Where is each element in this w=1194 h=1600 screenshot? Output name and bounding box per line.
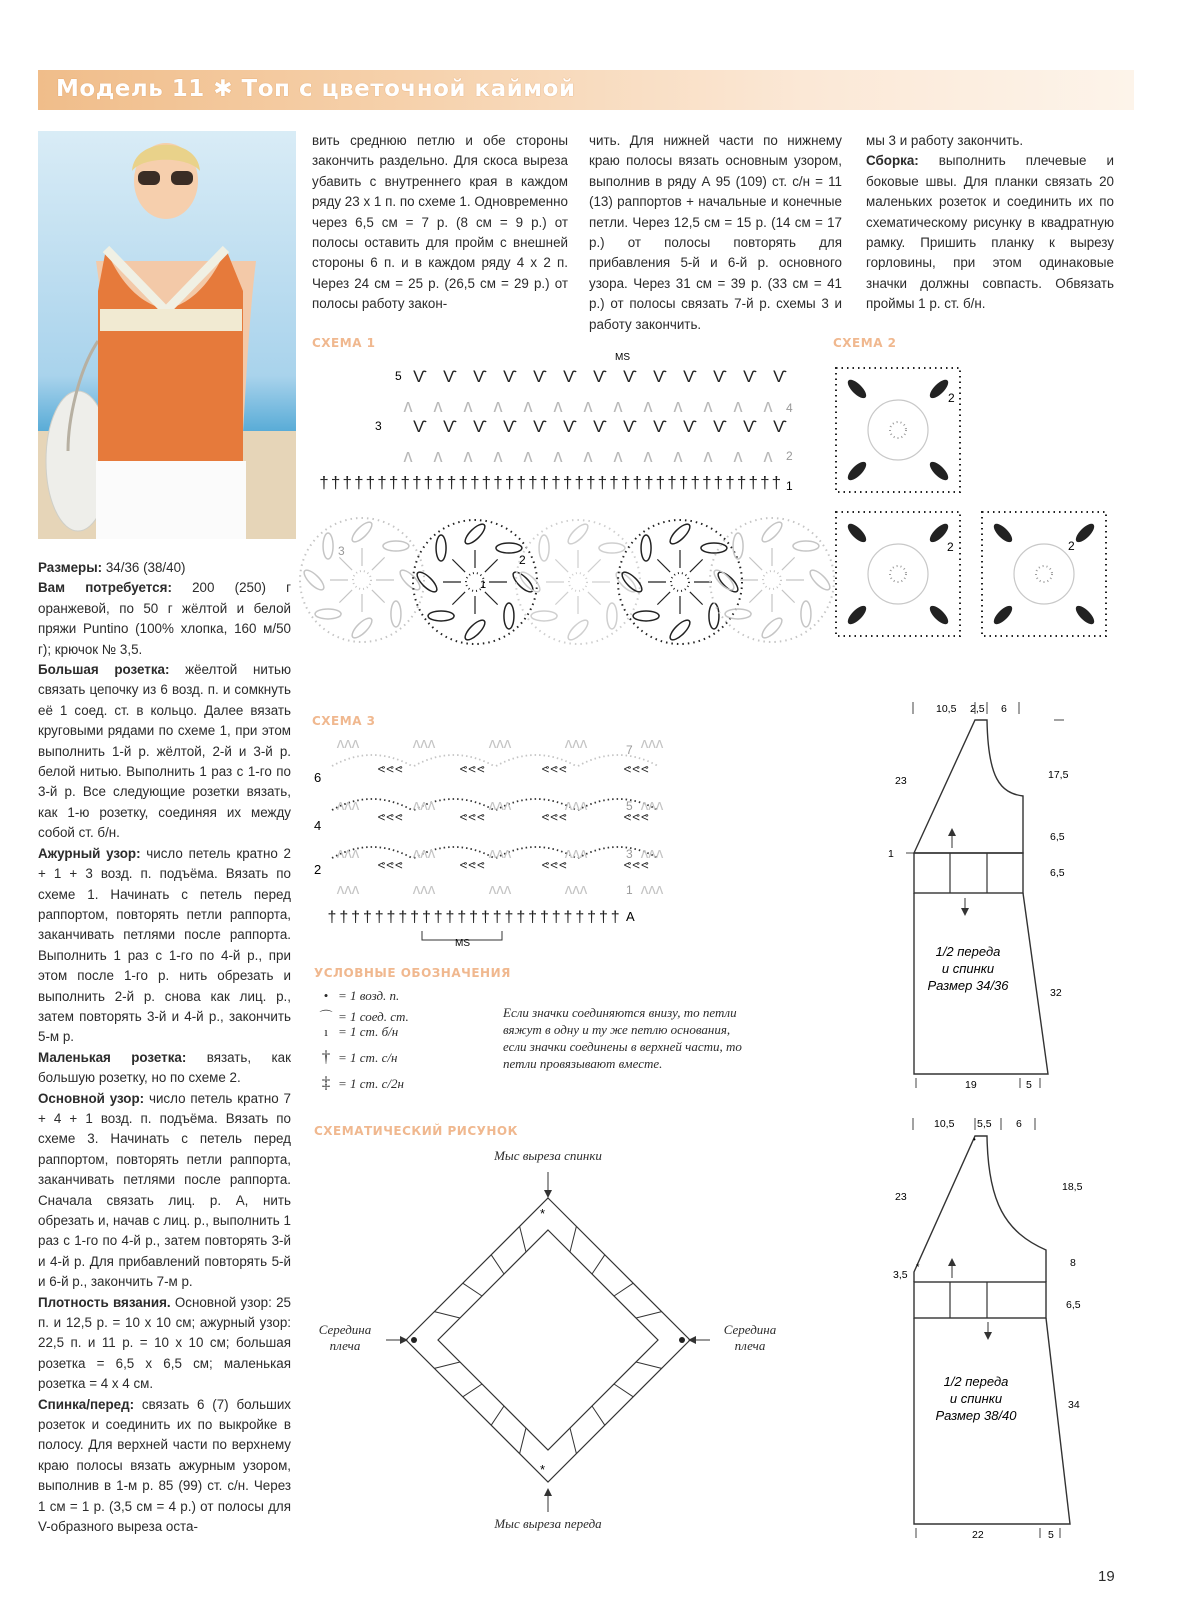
- schema3-row-1: 1: [626, 883, 633, 897]
- schema2-title: СХЕМА 2: [833, 336, 897, 350]
- svg-text:ʌ: ʌ: [493, 446, 503, 466]
- svg-text:Ѵ: Ѵ: [563, 417, 577, 436]
- title-bar: [38, 70, 1134, 110]
- svg-text:ʌ: ʌ: [583, 446, 593, 466]
- svg-text:ᕝᕝᕝ: ᕝᕝᕝ: [541, 859, 567, 878]
- paragraph-main-pattern: Основной узор: число петель кратно 7 + 4 + 1 возд. п. подъёма. Вязать по схеме 3. Начинать с петель перед раппортом, повторять петли раппорта, заканчивать петлями после раппорта. Сначала связать лиц. р. А, нить обрезать и, начав с лиц. р., выполнить 1 раз с 1-го по 4-й р., затем повторять 3-й и 4-й р. Для прибавлений повторять 5-й и 6-й р., закончить 7-м р.: [38, 1090, 291, 1290]
- text-column-4: [866, 131, 1114, 315]
- svg-text:†: †: [339, 909, 349, 926]
- svg-text:ʌʌʌ: ʌʌʌ: [488, 735, 512, 752]
- svg-text:ʌ: ʌ: [583, 396, 593, 416]
- paragraph-openwork-pattern: Ажурный узор: число петель кратно 2 + 1 + 3 возд. п. подъёма. Вязать по схеме 1. Начинать с петель перед раппортом, повторять петли раппорта, заканчивать петлями после раппорта. Выполнить 1 раз с 1-го по 4-й р., при этом после 1-го р. нить обрезать и выполнить 2-й р. снова как лиц. р., затем повторять 3-й и 4-й р., закончить 5-м р.: [38, 845, 291, 1045]
- svg-text:ʌʌʌ: ʌʌʌ: [412, 797, 436, 814]
- svg-text:ʌ: ʌ: [523, 446, 533, 466]
- svg-text:Ѵ: Ѵ: [743, 367, 757, 386]
- svg-text:ʌ: ʌ: [493, 396, 503, 416]
- schema1-ms-label: MS: [615, 352, 630, 363]
- svg-text:†: †: [457, 909, 467, 926]
- svg-text:Ѵ: Ѵ: [503, 417, 517, 436]
- svg-text:ʌ: ʌ: [403, 446, 413, 466]
- svg-text:†: †: [504, 473, 515, 492]
- svg-text:ᕝᕝᕝ: ᕝᕝᕝ: [623, 763, 649, 782]
- svg-text:†: †: [516, 909, 526, 926]
- svg-text:†: †: [609, 473, 619, 492]
- svg-text:†: †: [446, 473, 457, 492]
- p1-dim-top-1: 10,5: [936, 703, 957, 715]
- pattern-piece-38-40: [880, 1112, 1083, 1552]
- svg-text:†: †: [586, 473, 596, 492]
- svg-text:Ѵ: Ѵ: [593, 367, 607, 386]
- schema3-diagram: [312, 734, 664, 954]
- schema1-row-4: 4: [786, 401, 793, 415]
- svg-text:†: †: [575, 909, 585, 926]
- svg-text:†: †: [319, 473, 329, 492]
- col2-paragraph: вить среднюю петлю и обе стороны закончить раздельно. Для скоса выреза убавить с внутреннего края в каждом ряду 23 х 1 п. по схеме 1. Одновременно через 6,5 см = 7 р. (8 см = 9 р.) от полосы оставить для пройм с внешней стороны 6 п. и в каждом ряду 4 х 2 п. Через 24 см = 25 р. (26,5 см = 29 р.) от полосы работу закон-: [312, 133, 568, 312]
- p2-dim-top-1: 10,5: [934, 1118, 955, 1130]
- schema3-row-3: 3: [626, 847, 633, 861]
- svg-text:ʌʌʌ: ʌʌʌ: [488, 797, 512, 814]
- schema1-row-5: 5: [395, 369, 402, 383]
- svg-text:*: *: [540, 1462, 546, 1477]
- svg-text:†: †: [516, 473, 526, 492]
- page-number: 19: [1098, 1568, 1115, 1585]
- schema3-row-a: A: [626, 909, 635, 924]
- svg-text:†: †: [433, 909, 443, 926]
- svg-text:ʌ: ʌ: [553, 396, 563, 416]
- schematic-bottom-label: Мыс выреза переда: [494, 1516, 602, 1531]
- schema3-ms-label: MS: [455, 938, 470, 949]
- svg-text:ʌ: ʌ: [463, 396, 473, 416]
- svg-text:†: †: [492, 909, 502, 926]
- svg-text:†: †: [760, 473, 770, 492]
- svg-text:ʌʌʌ: ʌʌʌ: [412, 845, 436, 862]
- p2-dim-left-1: 23: [895, 1191, 907, 1203]
- p2-dim-top-3: 6: [1016, 1118, 1022, 1130]
- svg-text:Ѵ: Ѵ: [623, 417, 637, 436]
- svg-text:ᕝᕝᕝ: ᕝᕝᕝ: [377, 763, 403, 782]
- schematic-right-label: Середина плеча: [723, 1322, 777, 1353]
- p2-dim-bottom-2: 5: [1048, 1529, 1054, 1541]
- svg-text:Ѵ: Ѵ: [413, 367, 427, 386]
- schema3-row-6: 6: [314, 770, 322, 785]
- svg-text:†: †: [504, 909, 514, 926]
- svg-text:†: †: [551, 909, 561, 926]
- schema1-row-2: 2: [786, 449, 793, 463]
- schema1-row-1: 1: [786, 479, 793, 493]
- svg-text:†: †: [598, 909, 608, 926]
- schematic-left-label: Середина плеча: [318, 1322, 372, 1353]
- schema2-mark-3: 2: [1068, 539, 1075, 553]
- p1-dim-top-3: 6: [1001, 703, 1007, 715]
- svg-text:ʌ: ʌ: [733, 446, 743, 466]
- p1-dim-left-1: 23: [895, 775, 907, 787]
- svg-text:†: †: [610, 909, 620, 926]
- svg-text:†: †: [351, 909, 361, 926]
- svg-text:†: †: [400, 473, 410, 492]
- p2-label-line3: Размер 38/40: [935, 1408, 1017, 1423]
- schema1-row-3: 3: [375, 419, 382, 433]
- svg-text:Ѵ: Ѵ: [473, 417, 487, 436]
- svg-text:†: †: [563, 909, 573, 926]
- svg-text:†: †: [551, 473, 561, 492]
- paragraph-large-rosette: Большая розетка: жёелтой нитью связать цепочку из 6 возд. п. и сомкнуть её 1 соед. ст. в кольцо. Далее вязать круговыми рядами по схеме 1, при этом выполнить 1-й р. жёлтой, 2-й и 3-й р. белой нитью. Выполнить 1 раз с 1-го по 3-й р. Все следующие розетки вязать, как 1-ю розетку, соединяя их между собой ст. б/н.: [38, 662, 291, 841]
- text-column-2: [312, 131, 568, 315]
- svg-text:†: †: [410, 909, 420, 926]
- p2-dim-left-2: 3,5: [893, 1269, 908, 1281]
- svg-text:ʌʌʌ: ʌʌʌ: [640, 797, 664, 814]
- svg-text:†: †: [632, 473, 642, 492]
- p2-label-line2: и спинки: [949, 1391, 1003, 1406]
- svg-text:†: †: [377, 473, 387, 492]
- schema3-title: СХЕМА 3: [312, 714, 376, 728]
- svg-text:ᕝᕝᕝ: ᕝᕝᕝ: [623, 811, 649, 830]
- p1-dim-bottom-2: 5: [1026, 1079, 1032, 1091]
- svg-text:†: †: [327, 909, 337, 926]
- svg-text:†: †: [748, 473, 758, 492]
- svg-text:†: †: [528, 473, 538, 492]
- svg-text:ʌ: ʌ: [553, 446, 563, 466]
- svg-text:Ѵ: Ѵ: [473, 367, 487, 386]
- svg-text:ʌʌʌ: ʌʌʌ: [412, 735, 436, 752]
- svg-text:†: †: [480, 909, 490, 926]
- svg-text:†: †: [458, 473, 468, 492]
- svg-text:ʌʌʌ: ʌʌʌ: [488, 881, 512, 898]
- legend-item-dc: † = 1 ст. с/н: [321, 1047, 398, 1066]
- svg-text:†: †: [620, 473, 631, 492]
- schema3-row-7: 7: [626, 743, 633, 757]
- svg-text:ʌʌʌ: ʌʌʌ: [564, 845, 588, 862]
- svg-text:Ѵ: Ѵ: [713, 367, 727, 386]
- svg-text:†: †: [354, 473, 364, 492]
- p2-dim-right-1: 18,5: [1062, 1181, 1083, 1193]
- svg-text:ʌʌʌ: ʌʌʌ: [564, 735, 588, 752]
- paragraph-sizes: Размеры: 34/36 (38/40): [38, 560, 186, 575]
- svg-text:ʌʌʌ: ʌʌʌ: [640, 845, 664, 862]
- svg-text:†: †: [374, 909, 384, 926]
- svg-text:ʌ: ʌ: [433, 396, 443, 416]
- svg-text:†: †: [597, 473, 608, 492]
- p1-dim-right-1: 17,5: [1048, 769, 1069, 781]
- svg-text:Ѵ: Ѵ: [533, 367, 547, 386]
- schema3-row-5: 5: [626, 799, 633, 813]
- svg-text:ʌ: ʌ: [673, 396, 683, 416]
- svg-text:ʌʌʌ: ʌʌʌ: [336, 735, 360, 752]
- svg-text:ʌ: ʌ: [433, 446, 443, 466]
- svg-text:*: *: [540, 1206, 546, 1221]
- schema1-diagram: [312, 350, 812, 670]
- schematic-square-frame: [380, 1160, 720, 1520]
- schematic-top-label: Мыс выреза спинки: [494, 1148, 602, 1163]
- svg-text:•: •: [973, 1135, 976, 1144]
- p2-label-line1: 1/2 переда: [943, 1374, 1009, 1389]
- svg-text:ʌʌʌ: ʌʌʌ: [488, 845, 512, 862]
- schema3-row-4: 4: [314, 818, 322, 833]
- schema2-diagram: [830, 356, 1120, 646]
- svg-text:Ѵ: Ѵ: [743, 417, 757, 436]
- p2-dim-right-2: 8: [1070, 1257, 1076, 1269]
- svg-text:†: †: [342, 473, 352, 492]
- svg-text:ᕝᕝᕝ: ᕝᕝᕝ: [377, 811, 403, 830]
- schematic-title: СХЕМАТИЧЕСКИЙ РИСУНОК: [314, 1124, 518, 1138]
- svg-text:ᕝᕝᕝ: ᕝᕝᕝ: [541, 811, 567, 830]
- p2-dim-right-4: 34: [1068, 1399, 1080, 1411]
- p2-dim-top-2: 5,5: [977, 1118, 992, 1130]
- left-text-column: [38, 558, 291, 1538]
- svg-text:†: †: [644, 473, 654, 492]
- legend-item-chain: • = 1 возд. п.: [323, 988, 400, 1003]
- p1-label-line1: 1/2 переда: [935, 944, 1001, 959]
- legend-note: Если значки соединяются внизу, то петли вяжут в одну и ту же петлю основания, если значки соединены в верхней части, то петли провязывают вместе.: [503, 1005, 742, 1071]
- svg-text:†: †: [435, 473, 445, 492]
- model-photo: [38, 131, 296, 539]
- svg-text:ᕝᕝᕝ: ᕝᕝᕝ: [459, 763, 485, 782]
- svg-text:ʌʌʌ: ʌʌʌ: [640, 881, 664, 898]
- svg-text:†: †: [528, 909, 538, 926]
- p1-dim-left-2: 1: [888, 848, 894, 860]
- svg-text:ʌ: ʌ: [613, 446, 623, 466]
- svg-text:ʌʌʌ: ʌʌʌ: [412, 881, 436, 898]
- svg-text:†: †: [445, 909, 455, 926]
- svg-text:ʌʌʌ: ʌʌʌ: [336, 881, 360, 898]
- svg-text:†: †: [562, 473, 573, 492]
- schema1-rosette-mark-center: 1: [480, 579, 487, 591]
- svg-text:ʌʌʌ: ʌʌʌ: [564, 881, 588, 898]
- p1-dim-right-4: 32: [1050, 987, 1062, 999]
- svg-text:†: †: [736, 473, 747, 492]
- svg-text:Ѵ: Ѵ: [683, 417, 697, 436]
- svg-text:ʌ: ʌ: [703, 446, 713, 466]
- svg-text:Ѵ: Ѵ: [443, 367, 457, 386]
- svg-text:ʌ: ʌ: [673, 446, 683, 466]
- svg-text:†: †: [771, 473, 782, 492]
- svg-text:Ѵ: Ѵ: [533, 417, 547, 436]
- legend-title: УСЛОВНЫЕ ОБОЗНАЧЕНИЯ: [314, 966, 511, 980]
- svg-text:†: †: [412, 473, 422, 492]
- svg-text:†: †: [725, 473, 735, 492]
- svg-text:ᕝᕝᕝ: ᕝᕝᕝ: [623, 859, 649, 878]
- svg-text:Ѵ: Ѵ: [773, 367, 787, 386]
- svg-text:ʌ: ʌ: [643, 446, 653, 466]
- pattern-piece-34-36: [880, 698, 1070, 1098]
- schema2-mark-2: 2: [947, 540, 954, 554]
- col4-paragraph: мы 3 и работу закончить. Сборка: выполнить плечевые и боковые швы. Для планки связать 20 маленьких розеток и соединить их по схематическому рисунку в квадратную рамку. Пришить планку к вырезу горловины, при этом одинаковые значки должны совпасть. Обвязать проймы 1 р. ст. б/н.: [866, 133, 1114, 312]
- svg-text:ʌ: ʌ: [703, 396, 713, 416]
- svg-text:Ѵ: Ѵ: [653, 367, 667, 386]
- svg-text:†: †: [386, 909, 396, 926]
- p1-dim-top-2: 2,5: [970, 703, 985, 715]
- svg-text:†: †: [702, 473, 712, 492]
- svg-text:Ѵ: Ѵ: [563, 367, 577, 386]
- p1-label-line3: Размер 34/36: [927, 978, 1009, 993]
- svg-text:†: †: [574, 473, 584, 492]
- svg-text:ᕝᕝᕝ: ᕝᕝᕝ: [459, 811, 485, 830]
- page-title: Модель 11 ✱ Топ с цветочной каймой: [56, 76, 576, 102]
- col3-paragraph: чить. Для нижней части по нижнему краю полосы вязать основным узором, выполнив в ряду А 95 (109) ст. с/н = 11 (13) раппортов + начальные и конечные петли. Через 12,5 см = 15 р. (14 см = 17 р.) от полосы повторять для прибавления 5-й и 6-й р. основного узора. Через 31 см = 39 р. (33 см = 41 р.) от полосы связать 7-й р. схемы 3 и работу закончить.: [589, 133, 842, 332]
- model-photo-illustration: [38, 131, 296, 539]
- svg-text:†: †: [539, 473, 550, 492]
- svg-text:†: †: [493, 473, 503, 492]
- svg-text:ʌʌʌ: ʌʌʌ: [564, 797, 588, 814]
- svg-text:Ѵ: Ѵ: [503, 367, 517, 386]
- svg-text:ʌʌʌ: ʌʌʌ: [640, 735, 664, 752]
- svg-text:ʌ: ʌ: [763, 396, 773, 416]
- text-column-3: [589, 131, 842, 335]
- svg-text:†: †: [713, 473, 724, 492]
- svg-text:Ѵ: Ѵ: [413, 417, 427, 436]
- svg-text:Ѵ: Ѵ: [623, 367, 637, 386]
- svg-text:ʌ: ʌ: [463, 446, 473, 466]
- legend-item-tr: ‡ = 1 ст. с/2н: [321, 1073, 404, 1092]
- legend-item-slip: ⌒ = 1 соед. ст.: [319, 1009, 409, 1024]
- svg-text:ʌ: ʌ: [403, 396, 413, 416]
- p1-dim-bottom-1: 19: [965, 1079, 977, 1091]
- paragraph-back-front: Спинка/перед: связать 6 (7) больших розеток и соединить их по выкройке в полосу. Для верхней части по верхнему краю полосы вязать ажурным узором, выполнив в 1-м р. 85 (99) ст. с/н. Через 1 см = 1 р. (3,5 см = 4 р.) от полосы для V-образного выреза оста-: [38, 1396, 291, 1535]
- svg-text:†: †: [423, 473, 434, 492]
- svg-text:†: †: [678, 473, 689, 492]
- svg-text:Ѵ: Ѵ: [653, 417, 667, 436]
- svg-text:†: †: [469, 909, 479, 926]
- schema3-row-2: 2: [314, 862, 322, 877]
- legend-list: [314, 988, 494, 1096]
- svg-text:Ѵ: Ѵ: [773, 417, 787, 436]
- svg-text:†: †: [690, 473, 700, 492]
- svg-text:†: †: [539, 909, 549, 926]
- svg-text:Ѵ: Ѵ: [443, 417, 457, 436]
- svg-text:†: †: [470, 473, 480, 492]
- svg-text:ʌʌʌ: ʌʌʌ: [336, 845, 360, 862]
- svg-text:†: †: [398, 909, 408, 926]
- svg-text:ʌ: ʌ: [643, 396, 653, 416]
- schema1-title: СХЕМА 1: [312, 336, 376, 350]
- schema1-rosette-mark: 2: [519, 553, 526, 567]
- svg-text:†: †: [587, 909, 597, 926]
- svg-text:ʌ: ʌ: [523, 396, 533, 416]
- svg-text:Ѵ: Ѵ: [683, 367, 697, 386]
- svg-text:†: †: [388, 473, 399, 492]
- svg-text:†: †: [421, 909, 431, 926]
- svg-text:†: †: [655, 473, 666, 492]
- svg-text:†: †: [667, 473, 677, 492]
- p1-label-line2: и спинки: [941, 961, 995, 976]
- svg-text:Ѵ: Ѵ: [713, 417, 727, 436]
- schema1-rosette-mark-gray: 3: [338, 544, 345, 558]
- p1-dim-right-3: 6,5: [1050, 867, 1065, 879]
- svg-text:*: *: [916, 1262, 920, 1272]
- p1-dim-right-2: 6,5: [1050, 831, 1065, 843]
- paragraph-small-rosette: Маленькая розетка: вязать, как большую розетку, но по схеме 2.: [38, 1049, 291, 1086]
- svg-text:†: †: [330, 473, 341, 492]
- svg-text:ʌ: ʌ: [613, 396, 623, 416]
- svg-text:ᕝᕝᕝ: ᕝᕝᕝ: [541, 763, 567, 782]
- paragraph-gauge: Плотность вязания. Основной узор: 25 п. и 12,5 р. = 10 х 10 см; ажурный узор: 22,5 п. и 11 р. = 10 х 10 см; большая розетка = 6,5 х 6,5 см; маленькая розетка = 4 х 4 см.: [38, 1294, 291, 1392]
- svg-text:ʌ: ʌ: [763, 446, 773, 466]
- p2-dim-right-3: 6,5: [1066, 1299, 1081, 1311]
- svg-text:ᕝᕝᕝ: ᕝᕝᕝ: [459, 859, 485, 878]
- schema2-mark: 2: [948, 391, 955, 405]
- svg-text:ʌʌʌ: ʌʌʌ: [336, 797, 360, 814]
- paragraph-materials: Вам потребуется: 200 (250) г оранжевой, по 50 г жёлтой и белой пряжи Puntino (100% хлопка, 160 м/50 г); крючок № 3,5.: [38, 580, 291, 657]
- svg-text:†: †: [362, 909, 372, 926]
- svg-text:Ѵ: Ѵ: [593, 417, 607, 436]
- legend-item-sc: ı = 1 ст. б/н: [324, 1024, 399, 1039]
- svg-text:†: †: [365, 473, 376, 492]
- svg-text:ᕝᕝᕝ: ᕝᕝᕝ: [377, 859, 403, 878]
- p2-dim-bottom-1: 22: [972, 1529, 984, 1541]
- svg-text:†: †: [481, 473, 492, 492]
- svg-text:ʌ: ʌ: [733, 396, 743, 416]
